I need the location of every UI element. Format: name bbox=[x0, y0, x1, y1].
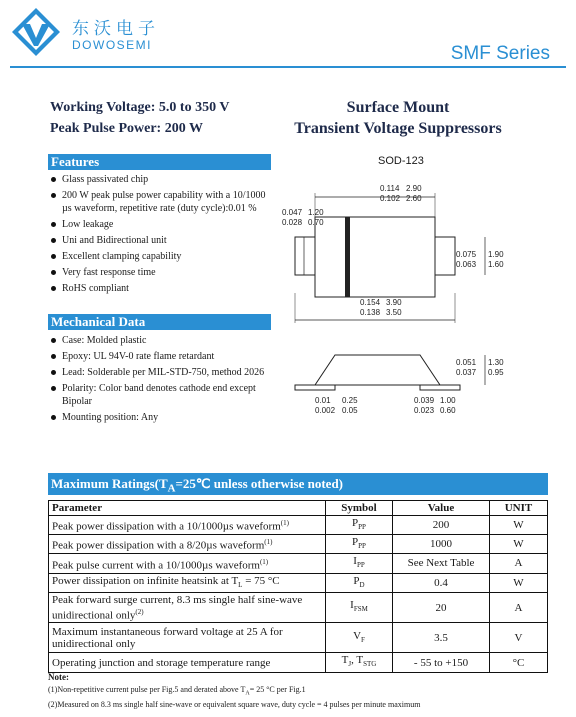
dim-left-in: 0.047 bbox=[282, 208, 303, 217]
features-list bbox=[48, 173, 266, 298]
brand-chinese-name: 东沃电子 bbox=[72, 19, 160, 39]
dim-top-in-min: 0.102 bbox=[380, 194, 401, 203]
list-item: RoHS compliant bbox=[48, 282, 266, 295]
dim-top-in: 0.114 bbox=[380, 184, 400, 193]
table-row: Maximum instantaneous forward voltage at 25 A for unidirectional only $V_F$ 3.5 V bbox=[49, 623, 548, 653]
list-item: Glass passivated chip bbox=[48, 173, 266, 186]
dim-height-mm-min: 0.95 bbox=[488, 368, 504, 377]
note-2: (2)Measured on 8.3 ms single half sine-wave or equivalent square wave, duty cycle = 4 pulses per minute maximum bbox=[48, 700, 421, 709]
column-header: Value bbox=[393, 501, 490, 516]
title-line-2: Transient Voltage Suppressors bbox=[294, 120, 502, 137]
list-item: Mounting position: Any bbox=[48, 411, 266, 424]
list-item: Excellent clamping capability bbox=[48, 250, 266, 263]
peak-pulse-power: Peak Pulse Power: 200 W bbox=[50, 121, 203, 136]
dim-left-in-min: 0.028 bbox=[282, 218, 303, 227]
series-title: SMF Series bbox=[450, 43, 550, 64]
dim-right-in-min: 0.063 bbox=[456, 260, 477, 269]
list-item: Very fast response time bbox=[48, 266, 266, 279]
ratings-heading: Maximum $Ratings(T_A=25℃$ unless otherwise noted) bbox=[48, 473, 548, 495]
list-item: Epoxy: UL 94V-0 rate flame retardant bbox=[48, 350, 266, 363]
list-item: Uni and Bidirectional unit bbox=[48, 234, 266, 247]
mechanical-heading: Mechanical Data bbox=[48, 314, 271, 330]
list-item: 200 W peak pulse power capability with a 10/1000 µs waveform, repetitive rate (duty cycle):0.01 % bbox=[48, 189, 266, 215]
dim-pad-in-min: 0.023 bbox=[414, 406, 435, 415]
list-item: Lead: Solderable per MIL-STD-750, method 2026 bbox=[48, 366, 266, 379]
table-header-row bbox=[49, 501, 548, 516]
dim-pad-in: 0.039 bbox=[414, 396, 435, 405]
table-row: Peak power dissipation with a 10/1000µs waveform$^{(1)}$ $P_{PP}$ 200 W bbox=[49, 516, 548, 535]
dim-pad-mm-min: 0.60 bbox=[440, 406, 456, 415]
list-item: Low leakage bbox=[48, 218, 266, 231]
package-outline-diagram bbox=[280, 175, 520, 420]
dim-right-mm-min: 1.60 bbox=[488, 260, 504, 269]
ratings-table bbox=[48, 500, 548, 673]
dim-bottom-mm-min: 3.50 bbox=[386, 308, 402, 317]
dim-top-mm-min: 2.60 bbox=[406, 194, 422, 203]
table-row: Peak pulse current with a 10/1000µs waveform$^{(1)}$ $I_{PP}$ See Next Table A bbox=[49, 554, 548, 573]
table-row: Peak forward surge current, 8.3 ms single half sine-wave unidirectional only$^{(2)}$ $I_{FSM}$ 20 A bbox=[49, 592, 548, 623]
dim-pad-mm: 1.00 bbox=[440, 396, 456, 405]
dim-lead-mm-min: 0.05 bbox=[342, 406, 358, 415]
working-voltage: Working Voltage: 5.0 to 350 V bbox=[50, 100, 230, 115]
column-header: UNIT bbox=[490, 501, 548, 516]
table-row: Power dissipation on infinite heatsink at $T_L = 75$ °C $P_D$ 0.4 W bbox=[49, 573, 548, 592]
dim-bottom-mm: 3.90 bbox=[386, 298, 402, 307]
header-rule bbox=[10, 66, 566, 68]
dim-bottom-in: 0.154 bbox=[360, 298, 381, 307]
dim-left-mm: 1.20 bbox=[308, 208, 324, 217]
title-line-1: Surface Mount bbox=[346, 99, 450, 116]
dowosemi-logo bbox=[10, 6, 62, 58]
list-item: Polarity: Color band denotes cathode end except Bipolar bbox=[48, 382, 266, 408]
brand-english-name: DOWOSEMI bbox=[72, 38, 152, 52]
table-row: Peak power dissipation with a 8/20µs waveform$^{(1)}$ $P_{PP}$ 1000 W bbox=[49, 535, 548, 554]
dim-right-mm: 1.90 bbox=[488, 250, 504, 259]
column-header: Symbol bbox=[326, 501, 393, 516]
list-item: Case: Molded plastic bbox=[48, 334, 266, 347]
table-row: Operating junction and storage temperature range $T_J$, $T_{STG}$ - 55 to +150 °C bbox=[49, 653, 548, 672]
dim-height-in-min: 0.037 bbox=[456, 368, 477, 377]
dim-top-mm: 2.90 bbox=[406, 184, 422, 193]
dim-lead-in-min: 0.002 bbox=[315, 406, 336, 415]
package-name: SOD-123 bbox=[378, 155, 424, 167]
note-heading: Note: bbox=[48, 672, 69, 682]
features-heading: Features bbox=[48, 154, 271, 170]
column-header: Parameter bbox=[49, 501, 326, 516]
dim-height-mm: 1.30 bbox=[488, 358, 504, 367]
mechanical-list bbox=[48, 334, 266, 427]
dim-bottom-in-min: 0.138 bbox=[360, 308, 381, 317]
dim-lead-mm: 0.25 bbox=[342, 396, 358, 405]
dim-height-in: 0.051 bbox=[456, 358, 477, 367]
dim-left-mm-min: 0.70 bbox=[308, 218, 324, 227]
dim-right-in: 0.075 bbox=[456, 250, 477, 259]
note-1: (1)Non-repetitive current pulse per Fig.5 and derated above $T_A= 25$ °C per Fig.1 bbox=[48, 685, 306, 697]
dim-lead-in: 0.01 bbox=[315, 396, 331, 405]
